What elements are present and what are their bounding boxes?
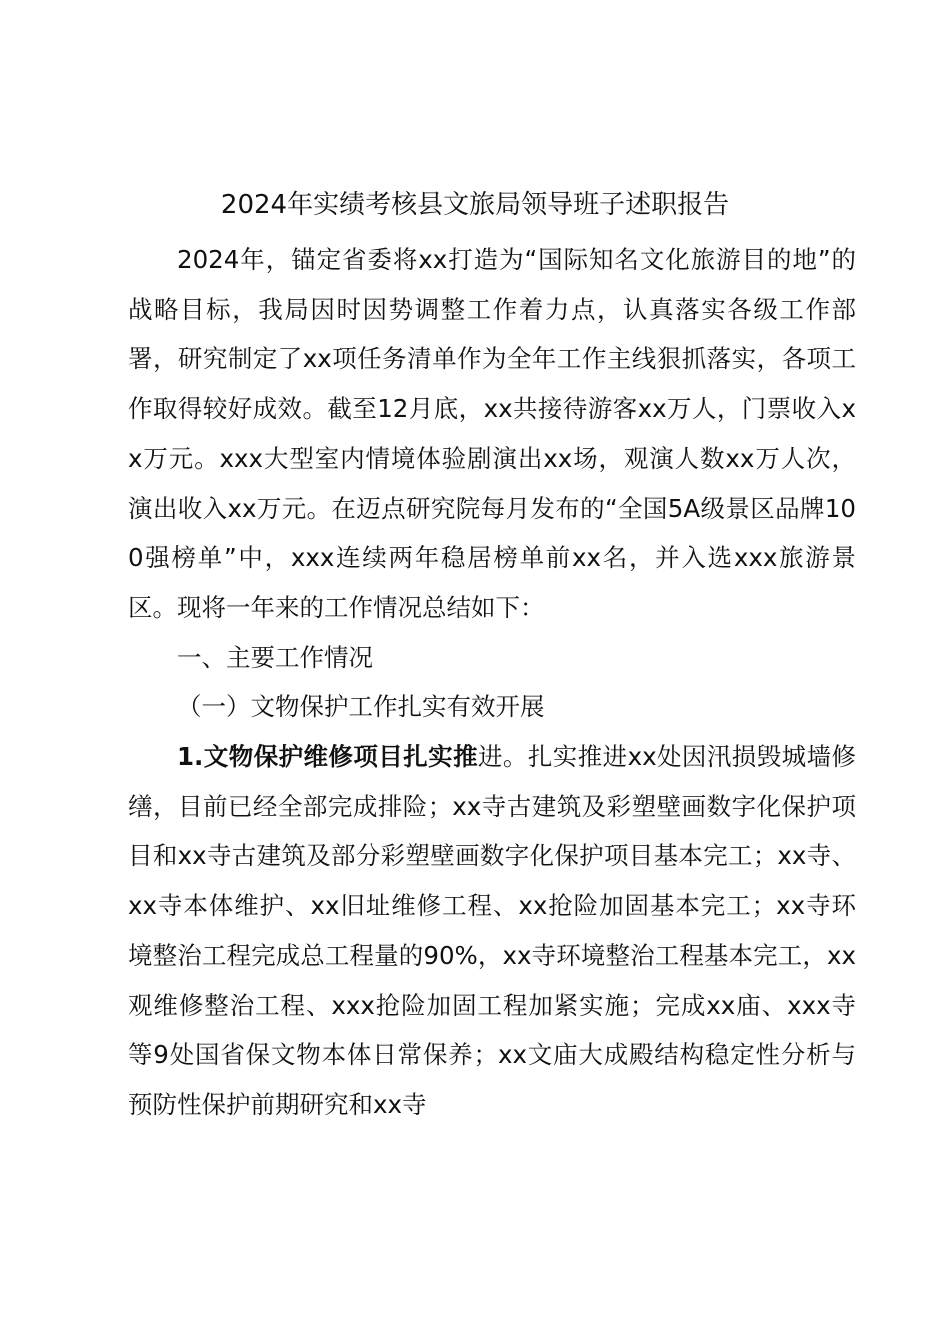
document-body — [128, 235, 856, 1130]
section-heading: 一、主要工作情况 — [177, 642, 373, 672]
item-lead: 1.文物保护维修项目扎实推 — [177, 742, 478, 772]
subsection-heading: （一）文物保护工作扎实有效开展 — [177, 692, 545, 722]
item-paragraph — [128, 732, 856, 1130]
intro-paragraph: 2024年，锚定省委将xx打造为“国际知名文化旅游目的地”的战略目标，我局因时因势调整工作着力点，认真落实各级工作部署，研究制定了xx项任务清单作为全年工作主线狠抓落实，各项工作取得较好成效。截至12月底，xx共接待游客xx万人，门票收入xx万元。xxx大型室内情境体验剧演出xx场，观演人数xx万人次，演出收入xx万元。在迈点研究院每月发布的“全国5A级景区品牌100强榜单”中，xxx连续两年稳居榜单前xx名，并入选xxx旅游景区。现将一年来的工作情况总结如下： — [128, 245, 856, 622]
item-text: 进。扎实推进xx处因汛损毁城墙修缮，目前已经全部完成排险；xx寺古建筑及彩塑壁画数字化保护项目和xx寺古建筑及部分彩塑壁画数字化保护项目基本完工；xx寺、xx寺本体维护、xx旧址维修工程、xx抢险加固基本完工；xx寺环境整治工程完成总工程量的90%，xx寺环境整治工程基本完工，xx观维修整治工程、xxx抢险加固工程加紧实施；完成xx庙、xxx寺等9处国省保文物本体日常保养；xx文庙大成殿结构稳定性分析与预防性保护前期研究和xx寺 — [128, 742, 856, 1119]
document-title: 2024年实绩考核县文旅局领导班子述职报告 — [220, 190, 730, 220]
